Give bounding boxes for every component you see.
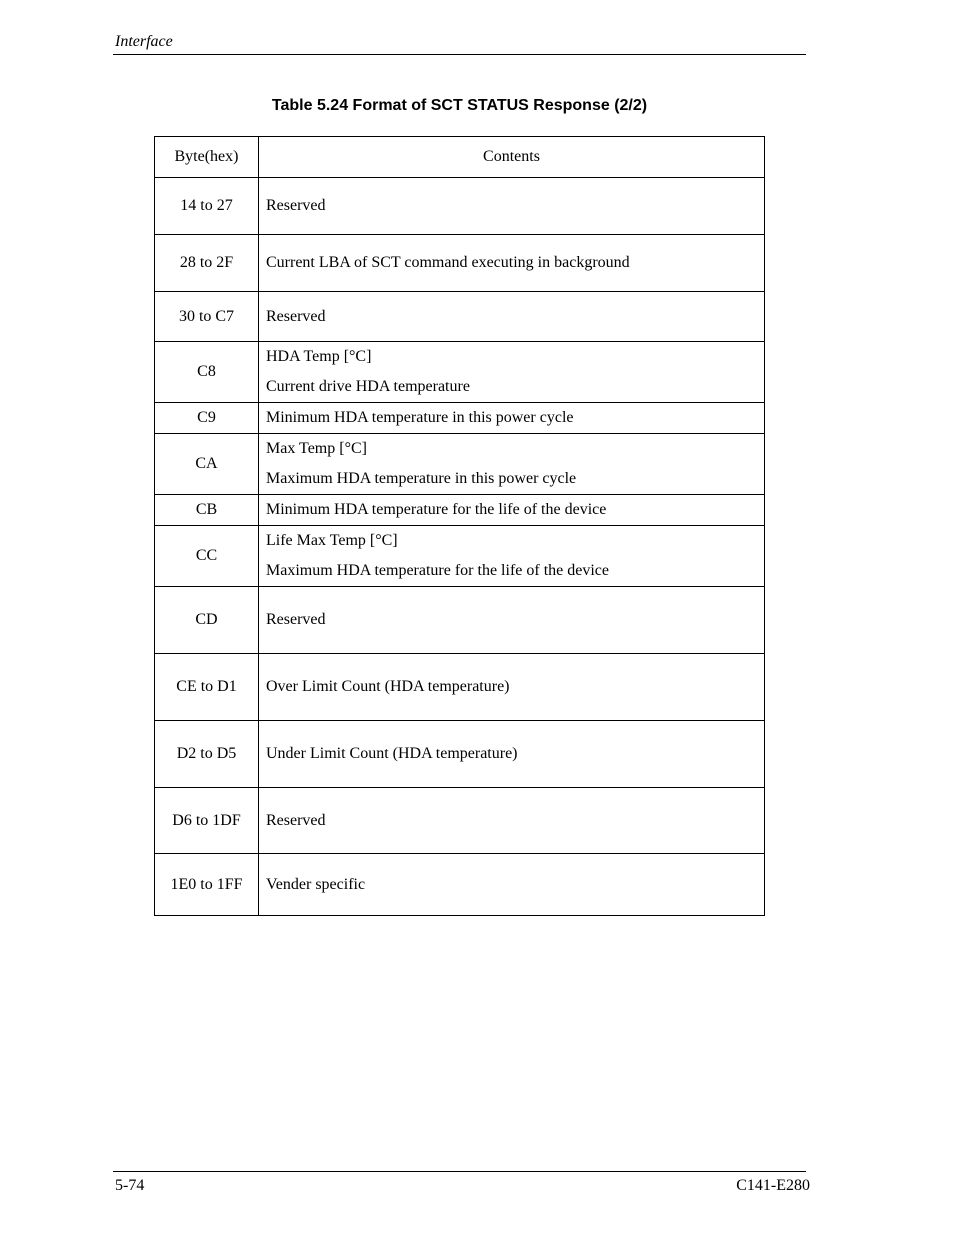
contents-line: Vender specific [266,875,366,893]
document-code: C141-E280 [736,1177,810,1194]
contents-cell [259,292,765,342]
contents-cell [259,434,765,495]
byte-cell: C8 [155,342,259,403]
byte-cell: 1E0 to 1FF [155,854,259,916]
contents-cell [259,342,765,403]
byte-cell: CB [155,495,259,526]
contents-line: Maximum HDA temperature in this power cycle [266,470,577,487]
footer-rule [113,1171,806,1172]
contents-cell [259,495,765,526]
contents-line: Max Temp [°C] [266,440,367,457]
contents-line: Over Limit Count (HDA temperature) [266,678,510,695]
contents-cell [259,235,765,292]
byte-cell: CD [155,587,259,654]
contents-cell [259,403,765,434]
contents-cell [259,721,765,788]
byte-cell: C9 [155,403,259,434]
contents-cell [259,178,765,235]
contents-line: Under Limit Count (HDA temperature) [266,745,518,762]
table-row [155,526,765,587]
table-caption: Table 5.24 Format of SCT STATUS Response (2/2) [271,97,648,114]
byte-cell: 14 to 27 [155,178,259,235]
byte-cell: D6 to 1DF [155,788,259,854]
byte-cell: CC [155,526,259,587]
table-row [155,342,765,403]
contents-line: Reserved [266,811,326,829]
table-row [155,292,765,342]
contents-cell [259,587,765,654]
table-row [155,788,765,854]
contents-line: Reserved [266,307,326,325]
column-header-byte: Byte(hex) [155,137,259,178]
byte-cell: 30 to C7 [155,292,259,342]
contents-line: Maximum HDA temperature for the life of the device [266,562,609,579]
column-header-contents: Contents [259,137,765,178]
contents-cell [259,526,765,587]
byte-cell: CA [155,434,259,495]
byte-cell: 28 to 2F [155,235,259,292]
contents-line: Current LBA of SCT command executing in background [266,254,630,271]
sct-status-table [154,136,765,916]
contents-cell [259,654,765,721]
contents-line: Reserved [266,611,326,628]
table-header-row [155,137,765,178]
contents-line: Minimum HDA temperature in this power cycle [266,409,574,426]
byte-cell: D2 to D5 [155,721,259,788]
table-row [155,403,765,434]
byte-cell: CE to D1 [155,654,259,721]
table-row [155,654,765,721]
contents-line: Life Max Temp [°C] [266,532,398,549]
table-row [155,495,765,526]
running-header-title: Interface [115,33,173,50]
table-row [155,854,765,916]
header-rule [113,54,806,55]
table-row [155,721,765,788]
table-row [155,434,765,495]
contents-line: Reserved [266,197,326,214]
table-row [155,178,765,235]
table-row [155,235,765,292]
table-row [155,587,765,654]
contents-line: Current drive HDA temperature [266,378,470,395]
contents-line: HDA Temp [°C] [266,348,372,365]
page-number: 5-74 [115,1177,145,1194]
contents-line: Minimum HDA temperature for the life of the device [266,501,607,518]
contents-cell [259,854,765,916]
contents-cell [259,788,765,854]
